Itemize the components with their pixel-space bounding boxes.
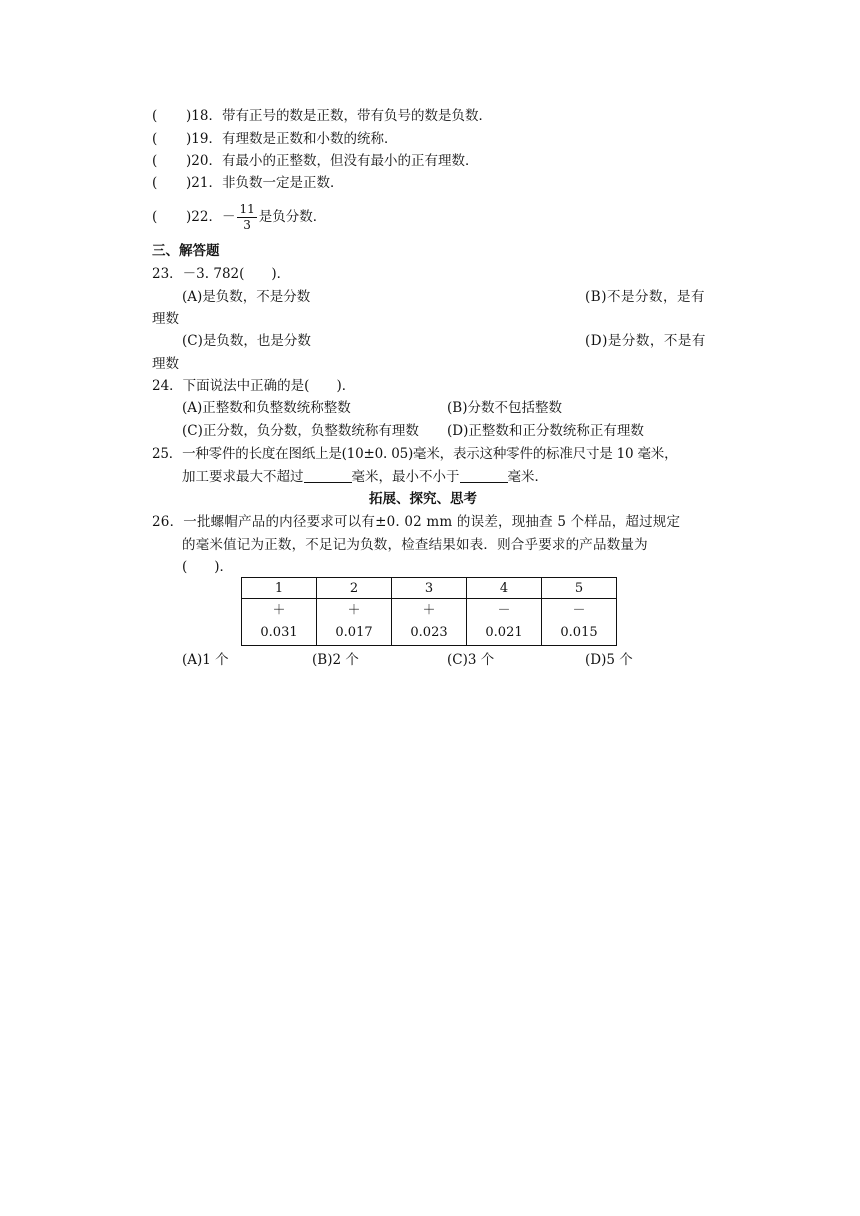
value: 0.015 (560, 625, 598, 640)
option-d: (D)是分数，不是有 (585, 333, 706, 349)
option-b: (B)2 个 (312, 652, 359, 668)
table-cell (242, 599, 317, 646)
table-header-cell: 3 (392, 578, 467, 599)
table-cell (392, 599, 467, 646)
option-b-wrap: 理数 (152, 311, 179, 327)
option-c: (C)3 个 (447, 652, 495, 668)
question-number: )18． (186, 108, 222, 124)
answer-bracket: ( (152, 209, 158, 225)
option-c: (C)是负数，也是分数 (182, 333, 311, 349)
question-text: 有理数是正数和小数的统称． (221, 131, 398, 147)
table-header-row (242, 578, 617, 599)
question-19 (152, 129, 397, 149)
value: 0.021 (485, 625, 523, 640)
question-22 (152, 200, 326, 234)
question-number: )21． (186, 175, 222, 191)
sign: ＋ (347, 603, 361, 618)
question-text: 带有正号的数是正数，带有负号的数是负数． (221, 108, 492, 124)
option-b: (B)分数不包括整数 (447, 400, 562, 416)
option-a: (A)1 个 (182, 652, 229, 668)
fraction-denominator: 3 (243, 218, 251, 232)
table-header-cell: 2 (317, 578, 392, 599)
fraction-numerator: 11 (239, 202, 255, 216)
question-26-line1: 26．一批螺帽产品的内径要求可以有±0. 02 mm 的误差，现抽查 5 个样品，超过规定 (152, 514, 681, 530)
option-d: (D)5 个 (585, 652, 633, 668)
table-header-cell: 4 (467, 578, 542, 599)
minus-sign: － (221, 209, 236, 225)
table-cell (467, 599, 542, 646)
option-c: (C)正分数，负分数，负整数统称有理数 (182, 423, 419, 439)
option-d: (D)正整数和正分数统称正有理数 (447, 423, 644, 439)
answer-bracket: ( (152, 153, 158, 169)
question-26-line2: 的毫米值记为正数，不足记为负数，检查结果如表．则合乎要求的产品数量为 (182, 537, 648, 553)
question-25-line2 (182, 467, 548, 487)
inspection-results-table (241, 577, 617, 646)
sign: ＋ (272, 603, 286, 618)
question-21 (152, 173, 343, 193)
text-part: 加工要求最大不超过 (182, 469, 304, 485)
value: 0.017 (335, 625, 373, 640)
option-d-wrap: 理数 (152, 356, 179, 372)
table-cell (317, 599, 392, 646)
sign: － (572, 603, 586, 618)
text-part: 毫米． (507, 469, 548, 485)
question-18 (152, 106, 492, 126)
answer-bracket: ( (152, 131, 158, 147)
option-a: (A)正整数和负整数统称整数 (182, 400, 351, 416)
question-20 (152, 151, 478, 171)
question-number: )20． (186, 153, 222, 169)
text-part: 毫米，最小不小于 (351, 469, 460, 485)
answer-bracket: ( (152, 175, 158, 191)
table-cell (542, 599, 617, 646)
question-26-line3: ( )． (182, 559, 234, 575)
section-title: 三、解答题 (152, 243, 220, 259)
question-number: )19． (186, 131, 222, 147)
question-23-stem: 23．－3. 782( )． (152, 266, 291, 282)
answer-bracket: ( (152, 108, 158, 124)
question-24-stem: 24．下面说法中正确的是( )． (152, 378, 356, 394)
answer-blank-max[interactable] (304, 468, 352, 483)
question-text: 非负数一定是正数． (221, 175, 344, 191)
fraction (237, 202, 256, 233)
answer-blank-min[interactable] (460, 468, 508, 483)
option-b: (B)不是分数，是有 (585, 289, 705, 305)
table-row (242, 599, 617, 646)
table-header-cell: 5 (542, 578, 617, 599)
sign: ＋ (422, 603, 436, 618)
option-a: (A)是负数，不是分数 (182, 289, 311, 305)
value: 0.023 (410, 625, 448, 640)
question-text: 是负分数． (258, 209, 327, 225)
section-title: 拓展、探究、思考 (369, 491, 477, 507)
question-number: )22． (186, 209, 222, 225)
sign: － (497, 603, 511, 618)
value: 0.031 (260, 625, 298, 640)
table-header-cell: 1 (242, 578, 317, 599)
question-text: 有最小的正整数，但没有最小的正有理数． (221, 153, 479, 169)
question-25-line1: 25．一种零件的长度在图纸上是(10±0. 05)毫米，表示这种零件的标准尺寸是 10 毫米， (152, 446, 678, 462)
